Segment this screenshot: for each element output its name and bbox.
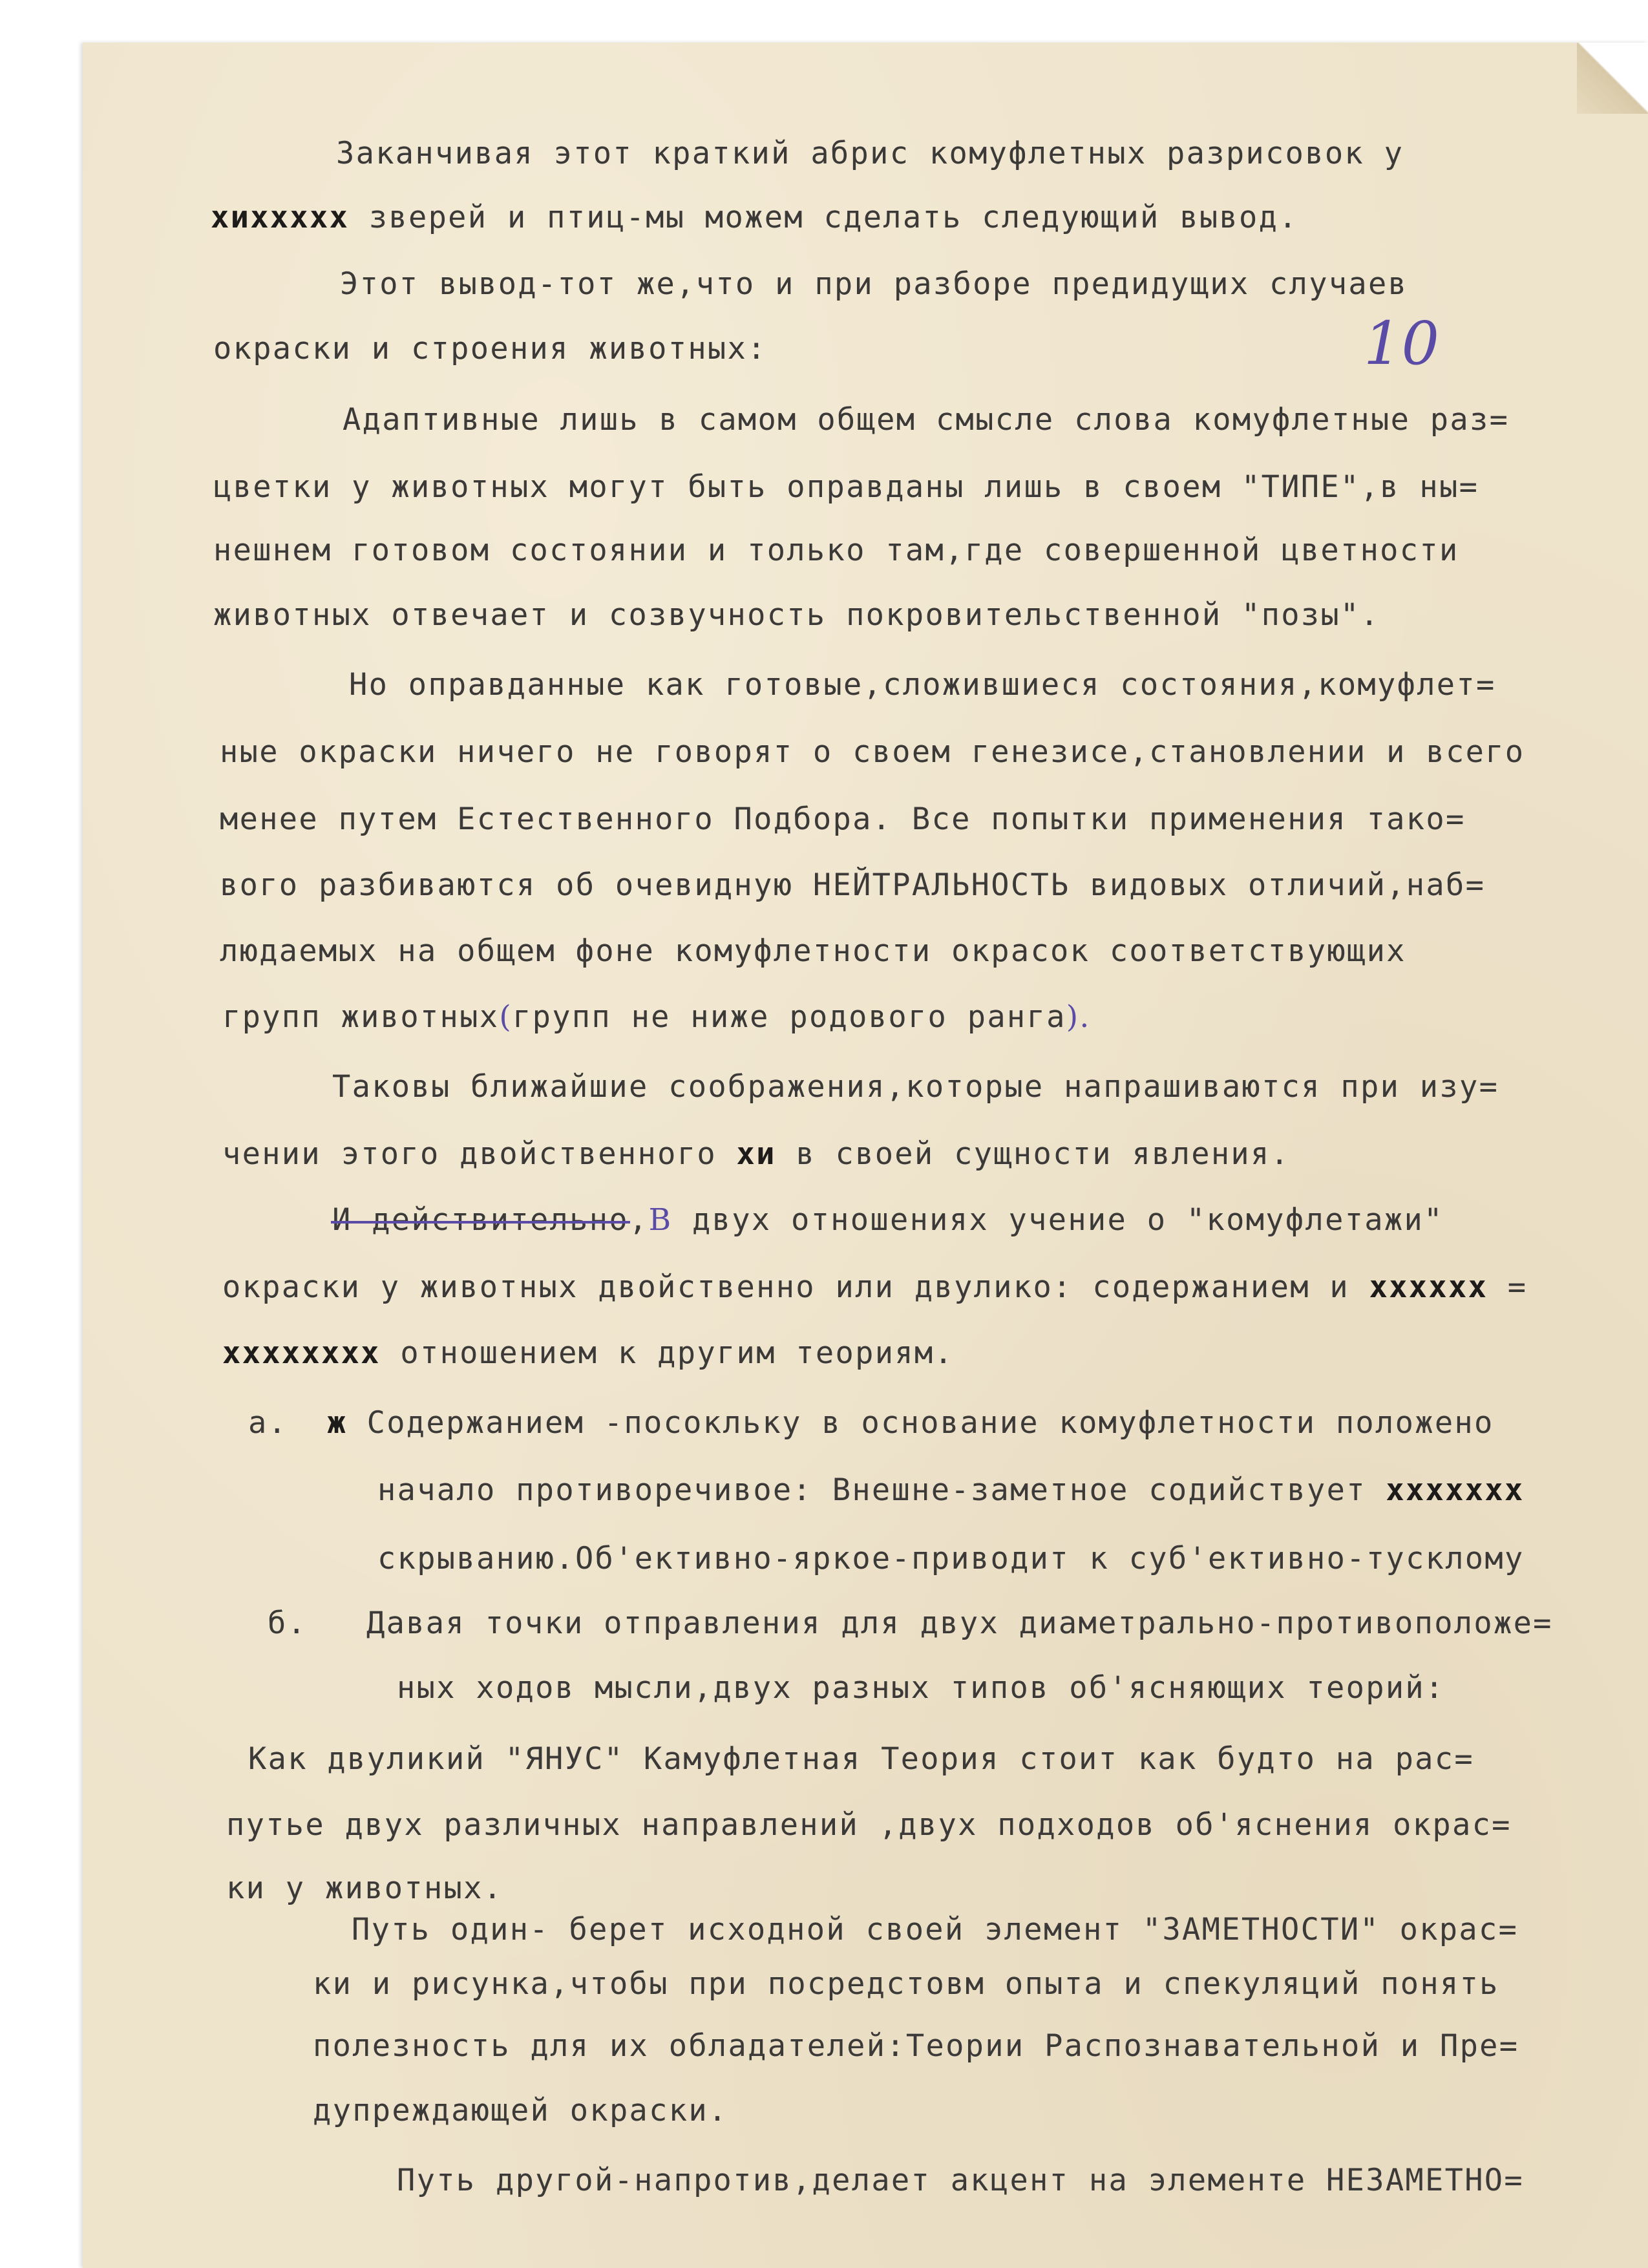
text-line: менее путем Естественного Подбора. Все попытки применения тако= <box>220 801 1466 837</box>
torn-corner <box>1577 43 1648 114</box>
overtyped-word: хххххххх <box>222 1335 381 1371</box>
text-line: групп животных(групп не ниже родового ранга). <box>222 999 1091 1035</box>
overtyped-word: ж <box>327 1405 348 1441</box>
text-line: полезность для их обладателей:Теории Распознавательной и Пре= <box>313 2028 1519 2064</box>
overtyped-word: хххххх <box>1369 1269 1488 1305</box>
list-item-a: а. ж Содержанием -посокльку в основание комуфлетности положено <box>248 1405 1494 1441</box>
list-marker: а. <box>248 1405 288 1441</box>
text-line: Но оправданные как готовые,сложившиеся состояния,комуфлет= <box>349 667 1496 703</box>
text-line: скрыванию.Об'ективно-яркое-приводит к суб'ективно-тусклому <box>377 1541 1525 1576</box>
text-line: Этот вывод-тот же,что и при разборе предидущих случаев <box>340 266 1408 302</box>
overtyped-word: хи <box>736 1136 776 1172</box>
text-line: начало противоречивое: Внешне-заметное содийствует ххххххх <box>377 1472 1525 1508</box>
overtyped-word: хиххххх <box>211 200 350 235</box>
list-marker: б. <box>268 1606 308 1641</box>
text-line: цветки у животных могут быть оправданы лишь в своем "ТИПЕ",в ны= <box>213 469 1479 505</box>
text-line: Путь один- берет исходной своей элемент "ЗАМЕТНОСТИ" окрас= <box>352 1912 1519 1947</box>
text-line: И действительно,В двух отношениях учение о "комуфлетажи" <box>332 1202 1444 1238</box>
text-line: путье двух различных направлений ,двух подходов об'яснения окрас= <box>226 1807 1512 1843</box>
text-line: Путь другой-напротив,делает акцент на элементе НЕЗАМЕТНО= <box>397 2163 1524 2198</box>
text-line: вого разбиваются об очевидную НЕЙТРАЛЬНОСТЬ видовых отличий,наб= <box>220 867 1486 903</box>
text-line: нешнем готовом состоянии и только там,где совершенной цветности <box>213 533 1459 568</box>
text-line: людаемых на общем фоне комуфлетности окрасок соответствующих <box>220 933 1406 969</box>
handwritten-bracket: ). <box>1066 999 1091 1035</box>
text-line: Адаптивные лишь в самом общем смысле слова комуфлетные раз= <box>343 402 1510 438</box>
text-line: чении этого двойственного хи в своей сущности явления. <box>222 1136 1291 1172</box>
text-line: ных ходов мысли,двух разных типов об'ясняющих теорий: <box>397 1670 1445 1706</box>
text-line: дупреждающей окраски. <box>313 2093 728 2128</box>
struck-through-text: И действительно <box>332 1202 629 1238</box>
text-line: ные окраски ничего не говорят о своем генезисе,становлении и всего <box>220 734 1525 770</box>
handwritten-bracket: ( <box>499 999 512 1035</box>
text-line: ки и рисунка,чтобы при посредстовм опыта и спекуляций понять <box>313 1966 1499 2002</box>
text-line: хиххххх зверей и птиц-мы можем сделать следующий вывод. <box>211 200 1298 235</box>
text-line: окраски у животных двойственно или двулико: содержанием и хххххх = <box>222 1269 1528 1305</box>
list-item-b: б. Давая точки отправления для двух диаметрально-противоположе= <box>268 1606 1553 1641</box>
page-number: 10 <box>1364 309 1440 378</box>
text-line: ки у животных. <box>226 1871 503 1906</box>
text-line: Таковы ближайшие соображения,которые напрашиваются при изу= <box>332 1069 1499 1105</box>
text-line: хххххххх отношением к другим теориям. <box>222 1335 955 1371</box>
text-line: животных отвечает и созвучность покровительственной "позы". <box>213 597 1380 633</box>
text-line: Как двуликий "ЯНУС" Камуфлетная Теория стоит как будто на рас= <box>248 1741 1474 1777</box>
text-line: окраски и строения животных: <box>213 331 767 366</box>
handwritten-correction: В <box>648 1202 673 1238</box>
overtyped-word: ххххххх <box>1386 1472 1525 1508</box>
text-line: Заканчивая этот краткий абрис комуфлетных разрисовок у <box>336 136 1404 171</box>
